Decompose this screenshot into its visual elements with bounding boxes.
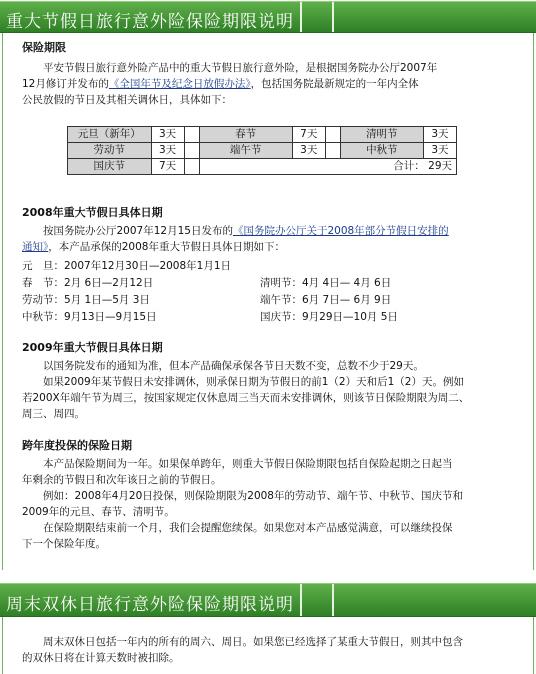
holiday-days-table bbox=[67, 126, 457, 175]
paragraph-line: 下一个保险年度。 bbox=[22, 538, 106, 550]
paragraph-line: 的双休日将在计算天数时被扣除。 bbox=[22, 652, 180, 664]
section-title-weekend: 周末双休日旅行意外险保险期限说明 bbox=[6, 595, 294, 615]
date-guoqing: 国庆节：9月29日—10月 5日 bbox=[260, 311, 398, 323]
table-gap bbox=[184, 143, 199, 159]
date-chunjie: 春 节：2月 6日—2月12日 bbox=[22, 277, 154, 289]
text: 按国务院办公厅2007年12月15日发布的 bbox=[43, 225, 233, 237]
banner-divider bbox=[332, 584, 334, 616]
heading-cross-year: 跨年度投保的保险日期 bbox=[22, 439, 132, 452]
holiday-name-cell: 国庆节 bbox=[68, 159, 152, 175]
text: 12月修订并发布的 bbox=[22, 78, 109, 90]
holiday-days-cell: 3天 bbox=[151, 143, 184, 159]
paragraph-line: 平安节假日旅行意外险产品中的重大节假日旅行意外险，是根据国务院办公厅2007年 bbox=[43, 62, 438, 74]
table-row bbox=[68, 159, 457, 175]
total-days-cell: 合计： 29天 bbox=[199, 159, 456, 175]
banner-divider bbox=[332, 2, 334, 32]
paragraph-line: 如果2009年某节假日未安排调休，则承保日期为节假日的前1（2）天和后1（2）天。例如 bbox=[43, 376, 464, 388]
section-title-holiday: 重大节假日旅行意外险保险期限说明 bbox=[6, 12, 294, 32]
link-2008-notice[interactable]: 《国务院办公厅关于2008年部分节假日安排的 bbox=[232, 225, 449, 237]
holiday-name-cell: 端午节 bbox=[199, 143, 292, 159]
date-zhongqiu: 中秋节：9月13日—9月15日 bbox=[22, 311, 157, 323]
section-cross-year bbox=[22, 438, 522, 552]
paragraph-line: 周末双休日包括一年内的所有的周六、周日。如果您已经选择了某重大节假日，则其中包含 bbox=[43, 636, 463, 648]
date-qingming: 清明节：4月 4日— 4月 6日 bbox=[260, 277, 392, 289]
section-content-weekend bbox=[22, 634, 522, 666]
table-row bbox=[68, 127, 457, 143]
table-gap bbox=[325, 127, 340, 143]
section-banner-weekend bbox=[0, 583, 536, 617]
table-gap bbox=[184, 127, 199, 143]
paragraph-line bbox=[22, 223, 522, 239]
date-duanwu: 端午节：6月 7日— 6月 9日 bbox=[260, 294, 392, 306]
holiday-name-cell: 中秋节 bbox=[340, 143, 423, 159]
date-yuandan: 元 旦：2007年12月30日—2008年1月1日 bbox=[22, 260, 232, 272]
date-laodong: 劳动节：5月 1日—5月 3日 bbox=[22, 294, 150, 306]
paragraph-line bbox=[22, 76, 522, 92]
banner-divider bbox=[300, 2, 302, 32]
holiday-days-cell: 7天 bbox=[292, 127, 325, 143]
holiday-days-cell: 3天 bbox=[423, 143, 456, 159]
paragraph-line: 例如：2008年4月20日投保，则保险期限为2008年的劳动节、端午节、中秋节、国庆节和 bbox=[43, 490, 463, 502]
paragraph-line: 2009年的元旦、春节、清明节。 bbox=[22, 506, 175, 518]
link-holiday-regulation[interactable]: 《全国年节及纪念日放假办法》 bbox=[108, 78, 251, 90]
heading-2008-dates: 2008年重大节假日具体日期 bbox=[22, 206, 163, 219]
paragraph-line: 以国务院发布的通知为准，但本产品确保承保各节日天数不变，总数不少于29天。 bbox=[43, 360, 424, 372]
banner-divider bbox=[300, 584, 302, 616]
text: ，包括国务院最新规定的一年内全体 bbox=[250, 78, 419, 90]
holiday-days-cell: 3天 bbox=[423, 127, 456, 143]
paragraph-line: 年剩余的节假日和次年该日之前的节假日。 bbox=[22, 474, 222, 486]
holiday-days-cell: 7天 bbox=[151, 159, 184, 175]
heading-insurance-period: 保险期限 bbox=[22, 41, 66, 54]
paragraph-line: 若200X年端午节为周三，按国家规定仅休息周三当天而未安排调休，则该节日保险期限为周二、 bbox=[22, 392, 470, 404]
section-banner-holiday bbox=[0, 1, 536, 33]
holiday-name-cell: 劳动节 bbox=[68, 143, 152, 159]
section-2008 bbox=[22, 205, 522, 255]
holiday-name-cell: 清明节 bbox=[340, 127, 423, 143]
holiday-days-cell: 3天 bbox=[292, 143, 325, 159]
table-gap bbox=[184, 159, 199, 175]
section-content-holiday bbox=[22, 40, 522, 108]
paragraph-line bbox=[22, 239, 522, 255]
holiday-name-cell: 元旦（新年） bbox=[68, 127, 152, 143]
paragraph-line: 在保险期限结束前一个月，我们会提醒您续保。如果您对本产品感觉满意，可以继续投保 bbox=[43, 522, 453, 534]
table-gap bbox=[325, 143, 340, 159]
paragraph-line: 本产品保险期间为一年。如果保单跨年，则重大节假日保险期限包括自保险起期之日起当 bbox=[43, 458, 453, 470]
paragraph-line: 周三、周四。 bbox=[22, 408, 85, 420]
holiday-name-cell: 春节 bbox=[199, 127, 292, 143]
table-row bbox=[68, 143, 457, 159]
text: ，本产品承保的2008年重大节假日具体日期如下： bbox=[48, 241, 285, 253]
paragraph-line: 公民放假的节日及其相关调休日，具体如下： bbox=[22, 94, 232, 106]
holiday-days-cell: 3天 bbox=[151, 127, 184, 143]
section-2009 bbox=[22, 340, 522, 422]
heading-2009-dates: 2009年重大节假日具体日期 bbox=[22, 341, 163, 354]
link-2008-notice-cont[interactable]: 通知》 bbox=[22, 241, 49, 253]
